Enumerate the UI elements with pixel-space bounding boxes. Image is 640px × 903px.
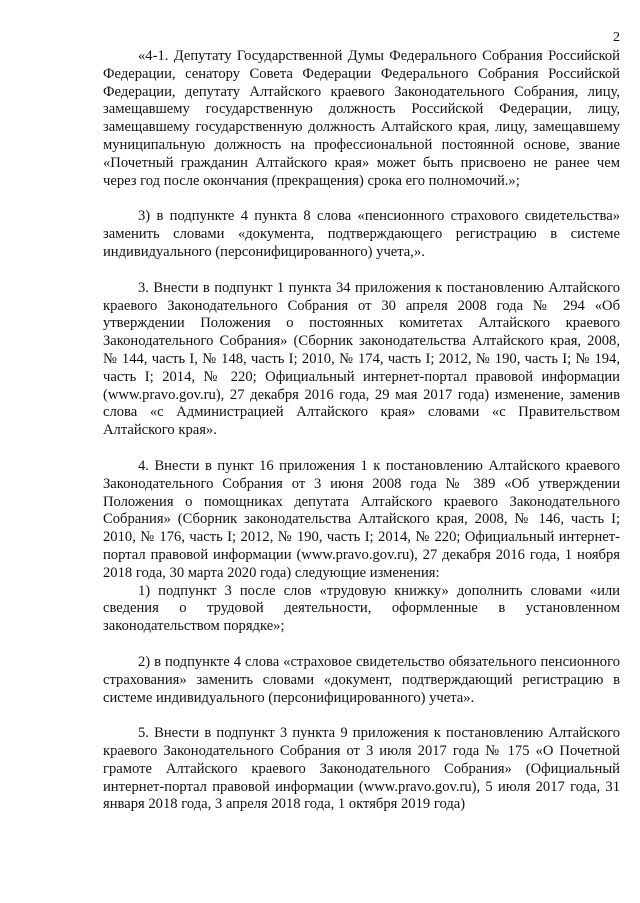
paragraph-subitem-3: 3) в подпункте 4 пункта 8 слова «пенсионного страхового свидетельства» заменить словами «документа, подтверждающего регистрацию в системе индивидуального (персонифицированного) учета,». xyxy=(103,208,620,260)
paragraph-item-4: 4. Внести в пункт 16 приложения 1 к постановлению Алтайского краевого Законодательного Собрания от 3 июня 2008 года № 389 «Об утверждении Положения о помощниках депутата Алтайского краевого Законодательного Собрания» (Сборник законодательства Алтайского края, 2008, № 146, часть I; 2010, № 176, часть I; 2012, № 190, часть I; 2014, № 220; Официальный интернет-портал правовой информации (www.pravo.gov.ru), 27 декабря 2016 года, 1 ноября 2018 года, 30 марта 2020 года) следующие изменения: xyxy=(103,457,620,581)
paragraph-item-3: 3. Внести в подпункт 1 пункта 34 приложения к постановлению Алтайского краевого Законодательного Собрания от 30 апреля 2008 года № 294 «Об утверждении Положения о постоянных комитетах Алтайского краевого Законодательного Собрания» (Сборник законодательства Алтайского края, 2008, № 144, часть I, № 148, часть I; 2010, № 174, часть I; 2012, № 190, часть I; № 194, часть I; 2014, № 220; Официальный интернет-портал правовой информации (www.pravo.gov.ru), 27 декабря 2016 года, 29 мая 2017 года) изменение, заменив слова «с Администрацией Алтайского края» словами «с Правительством Алтайского края». xyxy=(103,279,620,439)
page-number: 2 xyxy=(613,30,620,45)
paragraph-item-5: 5. Внести в подпункт 3 пункта 9 приложения к постановлению Алтайского краевого Законодательного Собрания от 3 июля 2017 года № 175 «О Почетной грамоте Алтайского краевого Законодательного Собрания» (Официальный интернет-портал правовой информации (www.pravo.gov.ru), 5 июля 2017 года, 31 января 2018 года, 3 апреля 2018 года, 1 октября 2019 года) xyxy=(103,725,620,813)
paragraph-item-4-subitem-2: 2) в подпункте 4 слова «страховое свидетельство обязательного пенсионного страхования» заменить словами «документ, подтверждающий регистрацию в системе индивидуального (персонифицированного) учета». xyxy=(103,653,620,706)
paragraph-item-4-subitem-1: 1) подпункт 3 после слов «трудовую книжку» дополнить словами «или сведения о трудовой деятельности, оформленные в установленном законодательством порядке»; xyxy=(103,582,620,635)
paragraph-4-1: «4-1. Депутату Государственной Думы Федерального Собрания Российской Федерации, сенатору Совета Федерации Федерального Собрания Российской Федерации, депутату Алтайского краевого Законодательного Собрания, лицу, замещавшему государственную должность Российской Федерации, лицу, замещавшему государственную должность Алтайского края, лицу, замещавшему муниципальную должность на профессиональной постоянной основе, звание «Почетный гражданин Алтайского края» может быть присвоено не ранее чем через год после окончания (прекращения) срока его полномочий.»; xyxy=(103,48,620,189)
document-body xyxy=(103,48,620,814)
